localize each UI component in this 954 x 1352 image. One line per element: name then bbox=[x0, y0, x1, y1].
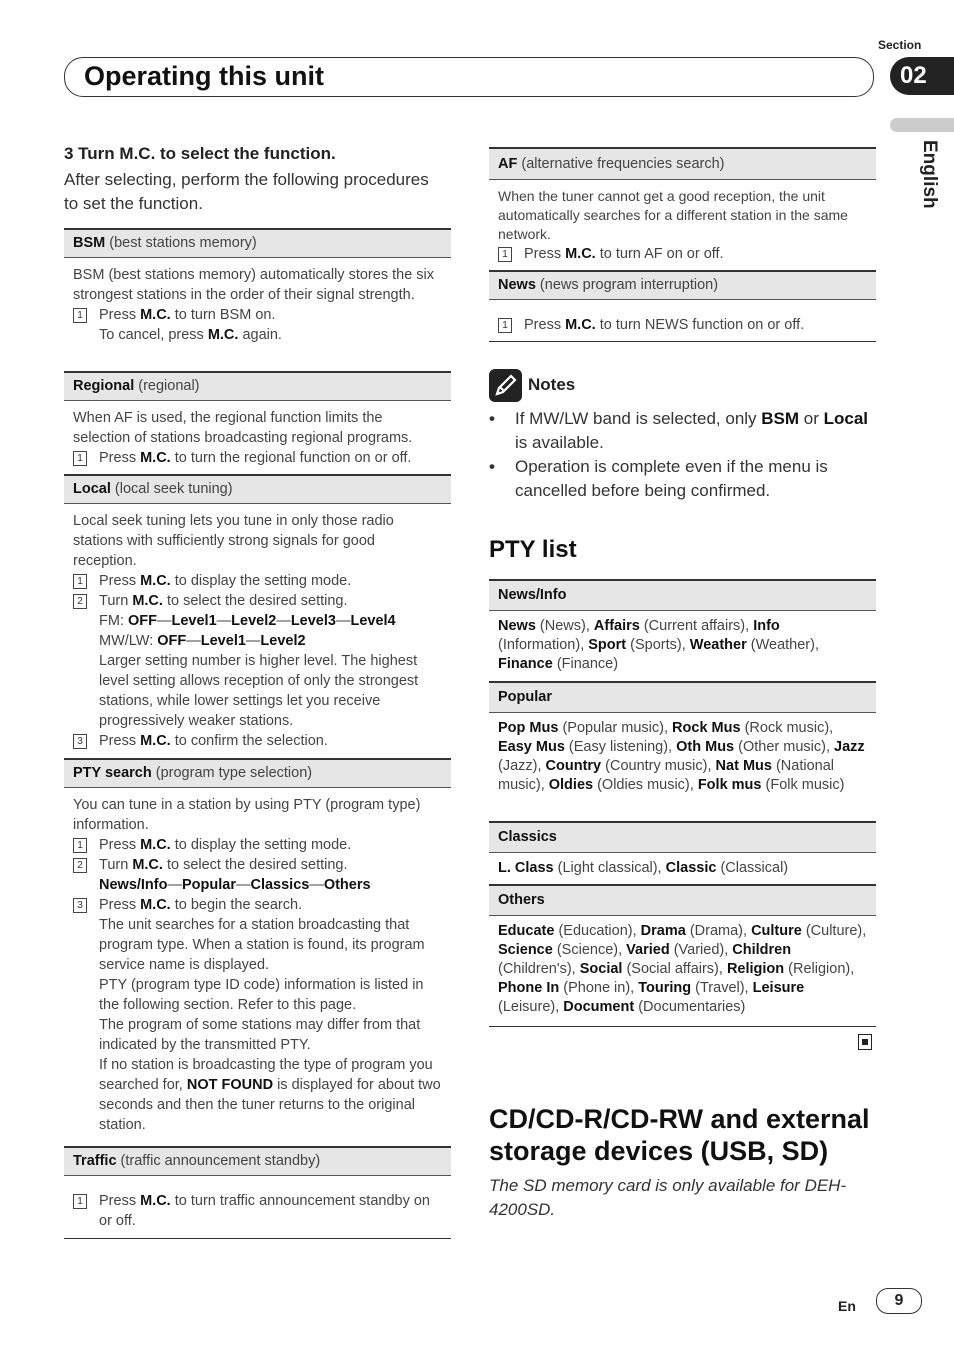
page-number: 9 bbox=[876, 1288, 922, 1314]
pencil-icon bbox=[489, 369, 522, 402]
section-number-badge: 02 bbox=[890, 57, 954, 95]
pty-group-header: Others bbox=[489, 884, 876, 916]
function-pty-search bbox=[64, 758, 451, 1144]
end-of-section-icon bbox=[858, 1034, 872, 1050]
function-header: PTY search (program type selection) bbox=[64, 758, 451, 788]
pty-group-newsinfo bbox=[489, 579, 876, 681]
function-header: BSM (best stations memory) bbox=[64, 228, 451, 258]
function-af bbox=[489, 147, 876, 270]
function-traffic bbox=[64, 1146, 451, 1239]
pty-group-others bbox=[489, 884, 876, 1027]
footer-language: En bbox=[838, 1298, 856, 1314]
pty-list-title: PTY list bbox=[489, 536, 577, 563]
function-news bbox=[489, 270, 876, 342]
divider bbox=[489, 341, 876, 342]
function-header: News (news program interruption) bbox=[489, 270, 876, 300]
function-body: When the tuner cannot get a good reception, the unit automatically searches for a different station in the same network. 1 Press M.C. to turn AF on or off. bbox=[498, 188, 848, 262]
note-item: • Operation is complete even if the menu is cancelled before being confirmed. bbox=[489, 457, 828, 500]
function-header: AF (alternative frequencies search) bbox=[489, 147, 876, 180]
pty-group-header: Classics bbox=[489, 821, 876, 853]
function-body: BSM (best stations memory) automatically stores the six strongest stations in the order of their signal strength. 1 Press M.C. to turn BSM on. To cancel, press M.C. again. bbox=[73, 267, 435, 343]
pty-group-header: News/Info bbox=[489, 579, 876, 611]
note-item: • If MW/LW band is selected, only BSM or Local is available. bbox=[489, 409, 869, 452]
cd-section-note: The SD memory card is only available for DEH-4200SD. bbox=[489, 1176, 847, 1219]
pty-group-body: Educate (Education), Drama (Drama), Culture (Culture), Science (Science), Varied (Varied), Children (Children's), Social (Social affairs), Religion (Religion), Phone In (Phone in), Touring (Travel), Leisure (Leisure), Document (Documentaries) bbox=[498, 923, 867, 1015]
pty-group-popular bbox=[489, 681, 876, 822]
function-header: Traffic (traffic announcement standby) bbox=[64, 1146, 451, 1176]
pty-group-header: Popular bbox=[489, 681, 876, 713]
function-bsm bbox=[64, 228, 451, 370]
function-body: 1 Press M.C. to turn traffic announcement standby on or off. bbox=[64, 1176, 451, 1238]
divider bbox=[64, 1238, 451, 1239]
function-regional bbox=[64, 371, 451, 475]
cd-section-title: CD/CD-R/CD-RW and external storage devices (USB, SD) bbox=[489, 1104, 870, 1166]
pty-group-body: Pop Mus (Popular music), Rock Mus (Rock music), Easy Mus (Easy listening), Oth Mus (Other music), Jazz (Jazz), Country (Country music), Nat Mus (National music), Oldies (Oldies music), Folk mus (Folk music) bbox=[498, 720, 865, 793]
function-body: Local seek tuning lets you tune in only those radio stations with sufficiently strong signals for good reception. 1 Press M.C. to display the setting mode. 2 Turn M.C. to select the desired setting. FM: OFF—Level1—Level2—Level3—Level4 MW/LW: OFF—Level1—Level2 Larger setting number is higher level. The highest level setting allows reception of only the strongest stations, while lower settings let you receive progressively weaker stations. 3 Press M.C. to confirm the selection. bbox=[73, 513, 419, 749]
function-header: Regional (regional) bbox=[64, 371, 451, 401]
divider bbox=[489, 1026, 876, 1027]
function-body: 1 Press M.C. to turn NEWS function on or off. bbox=[489, 300, 876, 341]
page-title: Operating this unit bbox=[84, 61, 324, 91]
pty-group-body: L. Class (Light classical), Classic (Classical) bbox=[498, 860, 789, 876]
notes-title: Notes bbox=[528, 375, 576, 394]
function-header: Local (local seek tuning) bbox=[64, 474, 451, 504]
language-label: English bbox=[919, 140, 940, 209]
function-local bbox=[64, 474, 451, 760]
function-body: When AF is used, the regional function limits the selection of stations broadcasting regional programs. 1 Press M.C. to turn the regional function on or off. bbox=[73, 410, 413, 466]
language-tab bbox=[890, 118, 954, 132]
section-label: Section bbox=[878, 38, 922, 52]
pty-group-body: News (News), Affairs (Current affairs), Info (Information), Sport (Sports), Weather (Weather), Finance (Finance) bbox=[498, 618, 819, 672]
pty-group-classics bbox=[489, 821, 876, 885]
step-body: After selecting, perform the following procedures to set the function. bbox=[64, 170, 429, 213]
step-title: 3 Turn M.C. to select the function. bbox=[64, 144, 336, 163]
function-body: You can tune in a station by using PTY (program type) information. 1 Press M.C. to display the setting mode. 2 Turn M.C. to select the desired setting. News/Info—Popular—Classics—Others 3 Press M.C. to begin the search. The unit searches for a station broadcasting that program type. When a station is found, its program service name is displayed. PTY (program type ID code) information is listed in the following section. Refer to this page. The program of some stations may differ from that indicated by the transmitted PTY. If no station is broadcasting the type of program you searched for, NOT FOUND is displayed for about two seconds and then the tuner returns to the original station. bbox=[73, 797, 441, 1133]
